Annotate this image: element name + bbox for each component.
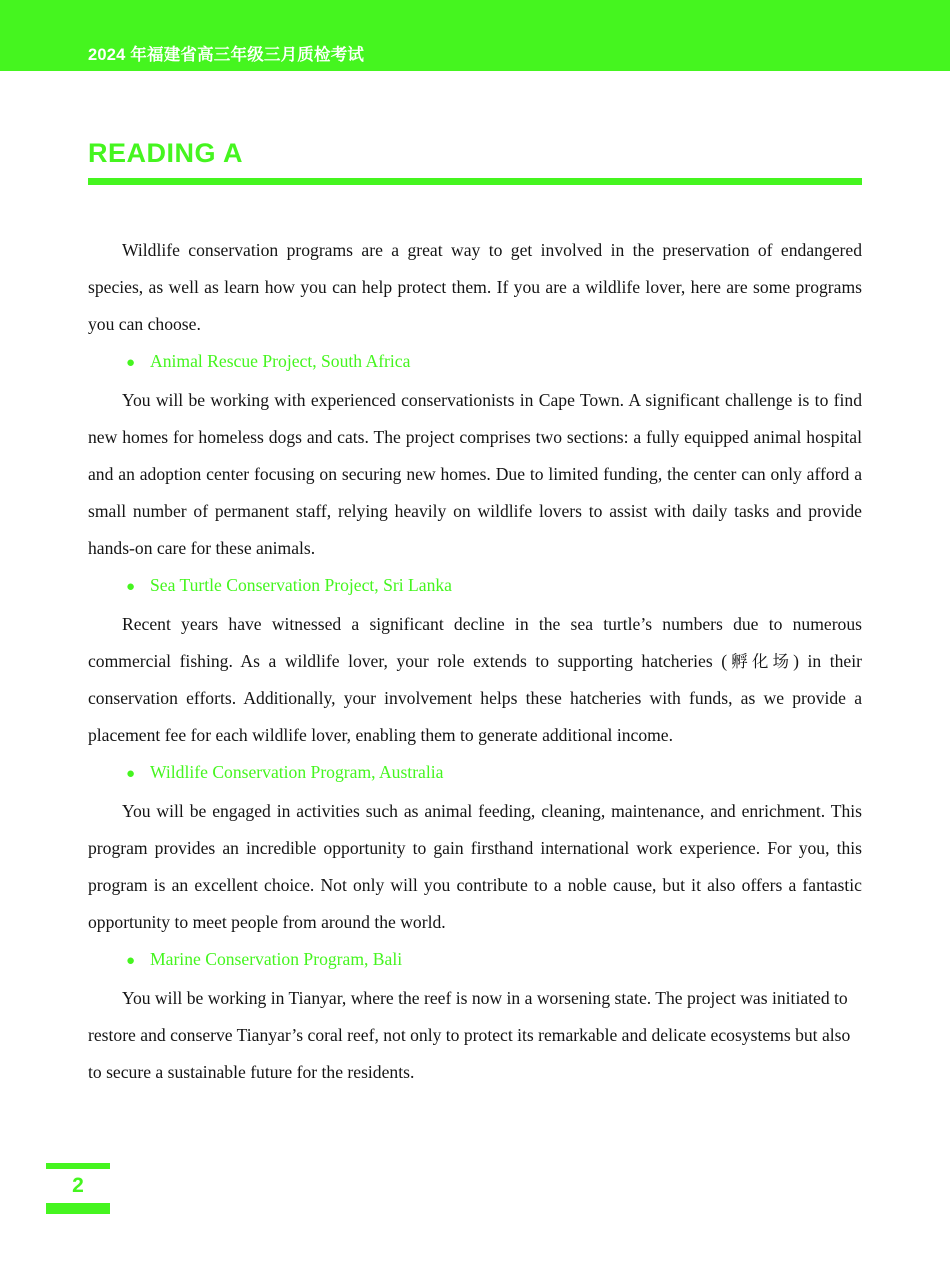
page-footer [46,1163,110,1214]
program-body-south-africa: You will be working with experienced conservationists in Cape Town. A significant challenge is to find new homes for homeless dogs and cats. The project comprises two sections: a fully equipped animal hospital and an adoption center focusing on securing new homes. Due to limited funding, the center can only afford a small number of permanent staff, relying heavily on wildlife lovers to assist with daily tasks and provide hands-on care for these animals. [88,390,862,558]
intro-paragraph: Wildlife conservation programs are a great way to get involved in the preservation of endangered species, as well as learn how you can help protect them. If you are a wildlife lover, here are some programs you can choose. [88,240,862,334]
list-item [88,343,862,382]
body-text-part2: ) in their conservation efforts. Additionally, your involvement helps these hatcheries with funds, as we provide a placement fee for each wildlife lover, enabling them to generate additional income. [88,651,862,745]
chinese-gloss: 孵化场 [727,652,794,671]
program-body-australia: You will be engaged in activities such as animal feeding, cleaning, maintenance, and enrichment. This program provides an incredible opportunity to gain firsthand international work experience. For you, this program is an excellent choice. Not only will you contribute to a noble cause, but it also offers a fantastic opportunity to meet people from around the world. [88,801,862,932]
program-heading-bali: Marine Conservation Program, Bali [150,949,403,969]
body-text-part1: Recent years have witnessed a significant decline in the sea turtle’s numbers due to numerous commercial fishing. As a wildlife lover, your role extends to supporting hatcheries ( [88,614,862,671]
article-body [88,232,862,1091]
exam-title: 2024 年福建省高三年级三月质检考试 [88,46,365,64]
bullet-icon: ● [126,953,136,969]
footer-rule-bottom [46,1203,110,1214]
bullet-icon: ● [126,766,136,782]
program-body-bali: You will be working in Tianyar, where the reef is now in a worsening state. The project was initiated to restore and conserve Tianyar’s coral reef, not only to protect its remarkable and delicate ecosystems but also to secure a sustainable future for the residents. [88,988,851,1082]
program-heading-sri-lanka: Sea Turtle Conservation Project, Sri Lanka [150,575,452,595]
program-heading-australia: Wildlife Conservation Program, Australia [150,762,444,782]
heading-divider [88,178,862,185]
list-item [88,941,862,980]
page-number: 2 [72,1174,84,1197]
program-body-sri-lanka [88,606,862,754]
program-heading-south-africa: Animal Rescue Project, South Africa [150,351,411,371]
list-item [88,567,862,606]
bullet-icon: ● [126,579,136,595]
bullet-icon: ● [126,355,136,371]
exam-header-banner [0,0,950,71]
list-item [88,754,862,793]
page-title: READING A [88,138,244,168]
